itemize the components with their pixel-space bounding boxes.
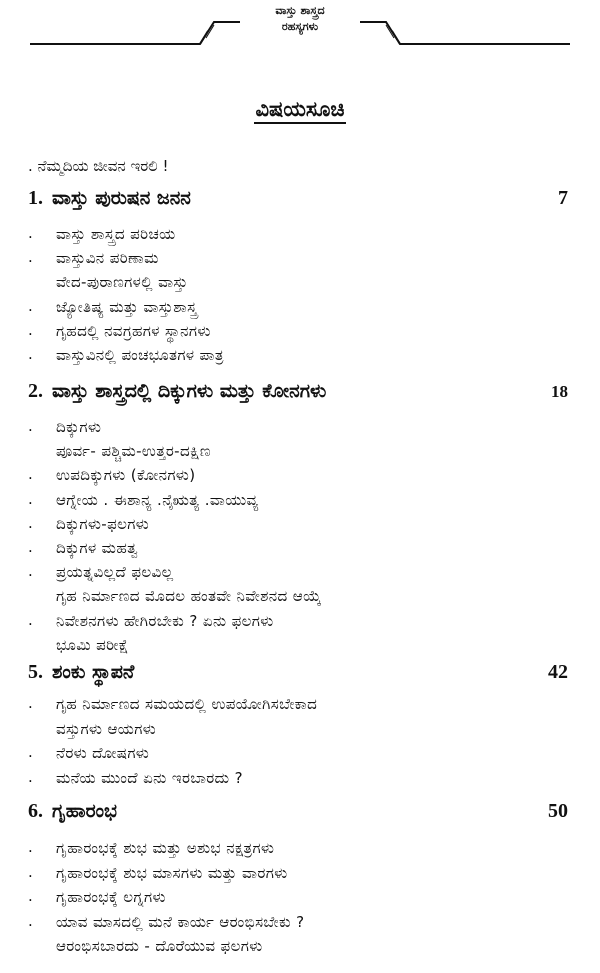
toc-item (28, 512, 568, 538)
chapter-heading (28, 661, 568, 691)
toc-item-text: ಪ್ರಯತ್ನವಿಲ್ಲದೆ ಫಲವಿಲ್ಲ (56, 563, 174, 582)
toc-item (28, 295, 568, 321)
toc-item-text: ಜ್ಯೋತಿಷ್ಯ ಮತ್ತು ವಾಸ್ತುಶಾಸ್ತ್ರ (56, 297, 198, 316)
bullet-dot: . (28, 862, 33, 881)
bullet-dot: . (28, 562, 33, 581)
toc-item (28, 692, 568, 718)
toc-item-text: ವಾಸ್ತುವಿನ ಪರಿಣಾಮ (56, 249, 159, 268)
intro-line: . ನೆಮ್ಮದಿಯ ಜೀವನ ಇರಲಿ ! (28, 157, 169, 175)
toc-item-text: ದಿಕ್ಕುಗಳು-ಫಲಗಳು (56, 514, 150, 533)
chapter-title: ವಾಸ್ತು ಶಾಸ್ತ್ರದಲ್ಲಿ ದಿಕ್ಕುಗಳು ಮತ್ತು ಕೋನಗಳು (52, 380, 327, 402)
toc-item (28, 885, 568, 911)
chapter-page-number: 7 (558, 187, 568, 209)
toc-item-text: ದಿಕ್ಕುಗಳ ಮಹತ್ವ (56, 539, 139, 557)
chapter-title: ಗೃಹಾರಂಭ (52, 800, 118, 822)
toc-item (28, 609, 568, 635)
header-book-title-line2: ರಹಸ್ಯಗಳು (281, 20, 319, 33)
bullet-dot: . (28, 248, 33, 267)
bullet-dot: . (28, 911, 33, 930)
toc-item (28, 415, 568, 441)
toc-item-text: ಆರಂಭಿಸಬಾರದು - ದೊರೆಯುವ ಫಲಗಳು (56, 937, 263, 955)
toc-item (28, 766, 568, 792)
bullet-dot: . (28, 320, 33, 339)
toc-item (28, 270, 568, 296)
toc-item-text: ಗೃಹಾರಂಭಕ್ಕೆ ಶುಭ ಮಾಸಗಳು ಮತ್ತು ವಾರಗಳು (56, 863, 288, 882)
toc-title (0, 97, 600, 122)
bullet-dot: . (28, 417, 33, 435)
toc-item (28, 861, 568, 887)
toc-item-text: ದಿಕ್ಕುಗಳು (56, 418, 102, 436)
chapter-number: 1. (28, 187, 43, 209)
bullet-dot: . (28, 887, 33, 905)
chapter-number: 6. (28, 800, 43, 822)
toc-item (28, 584, 568, 610)
toc-item-text: ವೇದ-ಪುರಾಣಗಳಲ್ಲಿ ವಾಸ್ತು (56, 273, 188, 292)
toc-item (28, 488, 568, 514)
toc-item-text: ವಾಸ್ತುವಿನಲ್ಲಿ ಪಂಚಭೂತಗಳ ಪಾತ್ರ (56, 346, 224, 364)
chapter-heading (28, 800, 568, 830)
toc-item (28, 836, 568, 862)
bullet-dot: . (28, 296, 33, 315)
chapter-number: 5. (28, 661, 43, 683)
bullet-dot: . (28, 513, 33, 532)
toc-item (28, 463, 568, 489)
bullet-dot: . (28, 838, 33, 856)
toc-item-text: ಗೃಹಾರಂಭಕ್ಕೆ ಶುಭ ಮತ್ತು ಅಶುಭ ನಕ್ಷತ್ರಗಳು (56, 839, 275, 857)
toc-item (28, 343, 568, 369)
toc-item-text: ಮನೆಯ ಮುಂದೆ ಏನು ಇರಬಾರದು ? (56, 768, 243, 787)
chapter-page-number: 50 (548, 800, 568, 822)
toc-item (28, 717, 568, 743)
toc-item (28, 560, 568, 586)
toc-item-text: ಆಗ್ನೇಯ . ಈಶಾನ್ಯ .ನೈಋತ್ಯ .ವಾಯುವ್ಯ (56, 490, 259, 509)
toc-item-text: ವಸ್ತುಗಳು ಆಯಗಳು (56, 719, 157, 738)
chapter-heading (28, 380, 568, 410)
toc-item-text: ಗೃಹ ನಿರ್ಮಾಣದ ಮೊದಲ ಹಂತವೇ ನಿವೇಶನದ ಆಯ್ಕೆ (56, 587, 322, 606)
chapter-page-number: 18 (551, 382, 568, 401)
bullet-dot: . (28, 538, 33, 556)
toc-item (28, 439, 568, 465)
chapter-heading (28, 187, 568, 217)
bullet-dot: . (28, 743, 33, 761)
bullet-dot: . (28, 345, 33, 363)
toc-item-text: ಗೃಹದಲ್ಲಿ ನವಗ್ರಹಗಳ ಸ್ಥಾನಗಳು (56, 321, 211, 340)
chapter-title: ವಾಸ್ತು ಪುರುಷನ ಜನನ (52, 187, 191, 209)
toc-item-text: ಉಪದಿಕ್ಕುಗಳು (ಕೋನಗಳು) (56, 466, 196, 485)
toc-item (28, 222, 568, 248)
toc-item-text: ಭೂಮಿ ಪರೀಕ್ಷೆ (56, 635, 129, 654)
toc-item (28, 246, 568, 272)
toc-item (28, 319, 568, 345)
bullet-dot: . (28, 694, 33, 712)
bullet-dot: . (28, 465, 33, 484)
bullet-dot: . (28, 610, 33, 629)
toc-item-text: ಯಾವ ಮಾಸದಲ್ಲಿ ಮನೆ ಕಾರ್ಯ ಆರಂಭಿಸಬೇಕು ? (56, 912, 305, 931)
toc-item (28, 910, 568, 936)
chapter-number: 2. (28, 380, 43, 402)
toc-item-text: ಗೃಹ ನಿರ್ಮಾಣದ ಸಮಯದಲ್ಲಿ ಉಪಯೋಗಿಸಬೇಕಾದ (56, 695, 318, 713)
running-header (0, 0, 600, 60)
toc-item-text: ಪೂರ್ವ- ಪಶ್ಚಿಮ-ಉತ್ತರ-ದಕ್ಷಿಣ (56, 442, 211, 461)
bullet-dot: . (28, 224, 33, 242)
toc-item-text: ವಾಸ್ತು ಶಾಸ್ತ್ರದ ಪರಿಚಯ (56, 225, 176, 243)
toc-item-text: ಗೃಹಾರಂಭಕ್ಕೆ ಲಗ್ನಗಳು (56, 888, 166, 906)
toc-title-text: ವಿಷಯಸೂಚಿ (254, 97, 347, 124)
bullet-dot: . (28, 489, 33, 508)
bullet-dot: . (28, 767, 33, 786)
toc-item (28, 741, 568, 767)
toc-item-text: ನಿವೇಶನಗಳು ಹೇಗಿರಬೇಕು ? ಏನು ಫಲಗಳು (56, 611, 274, 630)
toc-item-text: ನೆರಳು ದೋಷಗಳು (56, 744, 150, 762)
chapter-title: ಶಂಕು ಸ್ಥಾಪನೆ (52, 661, 135, 683)
toc-item (28, 633, 568, 659)
header-book-title-line1: ವಾಸ್ತು ಶಾಸ್ತ್ರದ (275, 4, 325, 17)
toc-item (28, 934, 568, 960)
chapter-page-number: 42 (548, 661, 568, 683)
toc-item (28, 536, 568, 562)
